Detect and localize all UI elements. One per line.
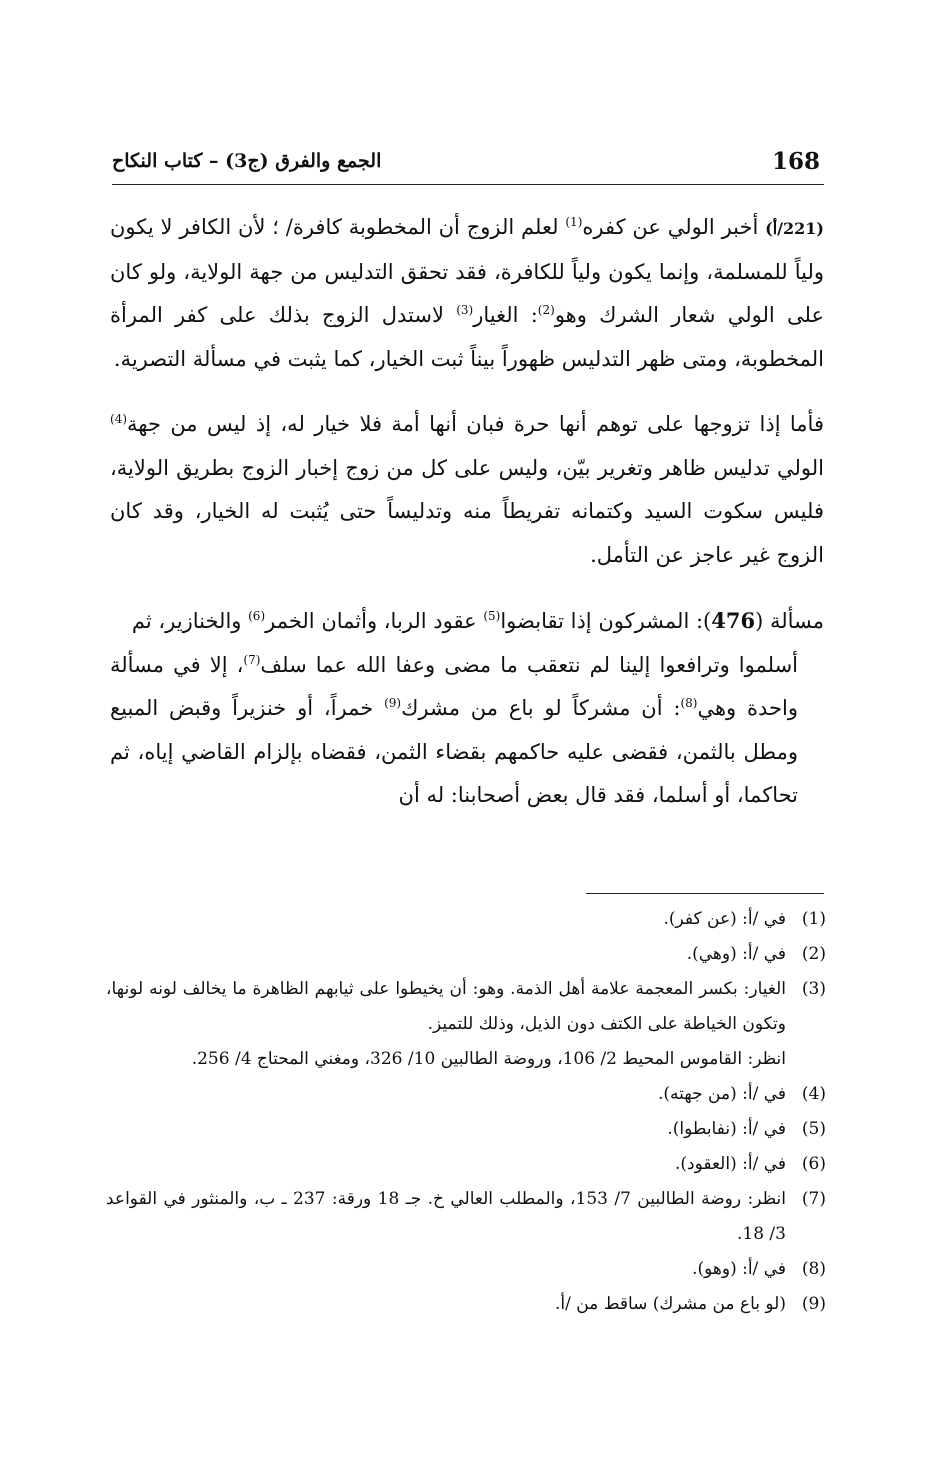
footnote-5 — [106, 1112, 828, 1147]
footnote-ref-1[interactable]: (1) — [565, 215, 583, 229]
footnote-number: (3) — [801, 979, 826, 999]
main-text — [110, 206, 824, 818]
footnote-text — [106, 972, 786, 1077]
footnote-text: في /أ: (نفابطوا). — [667, 1119, 786, 1139]
paragraph-2 — [110, 403, 824, 577]
text-run: ، إلا في مسألة واحدة وهي — [110, 652, 798, 720]
text-run: خمراً، أو خنزيراً وقبض المبيع ومطل بالثمن، فقضى عليه حاكمهم بقضاء الثمن، فقضاه بإلزام القاضي إياه، ثم تحاكما، أو أسلما، فقد قال بعض أصحابنا: له أن — [110, 696, 798, 807]
footnote-number: (5) — [801, 1119, 826, 1139]
footnote-3 — [106, 972, 828, 1077]
footnote-number: (6) — [801, 1154, 826, 1174]
text-run: أسلموا وترافعوا إلينا لم نتعقب ما مضى وعفا الله عما سلف — [260, 652, 798, 677]
footnote-text: في /أ: (عن كفر). — [663, 909, 786, 929]
footnote-ref-3[interactable]: (3) — [456, 303, 474, 317]
text-run: : الغيار — [473, 303, 538, 327]
footnote-1 — [106, 902, 828, 937]
text-run: والخنازير، ثم — [131, 609, 249, 633]
footnote-6 — [106, 1147, 828, 1182]
footnote-text: في /أ: (من جهته). — [658, 1084, 786, 1104]
footnote-number: (9) — [801, 1294, 826, 1314]
footnotes — [106, 902, 828, 1322]
footnote-9 — [106, 1287, 828, 1322]
text-run: لعلم الزوج أن المخطوبة كافرة/ ؛ لأن الكافر لا يكون ولياً للمسلمة، وإنما يكون ولياً للكافرة، فقد تحقق التدليس من جهة الولاية، ولو كان على الولي شعار الشرك وهو — [110, 215, 824, 327]
folio-marker: (221/أ) — [765, 219, 824, 238]
footnote-ref-5[interactable]: (5) — [483, 609, 501, 623]
text-run: الولي تدليس ظاهر وتغرير بيّن، وليس على كل من زوج إخبار الزوج بطريق الولاية، فليس سكوت السيد وكتمانه تفريطاً منه وتدليساً حتى يُثبت له الخيار، وقد كان الزوج غير عاجز عن التأمل. — [110, 455, 824, 567]
text-run: عقود الربا، وأثمان الخمر — [265, 609, 484, 633]
footnote-ref-9[interactable]: (9) — [384, 696, 402, 710]
paragraph-1 — [110, 206, 824, 381]
problem-number: 476 — [711, 608, 756, 633]
running-title: الجمع والفرق (ج3) – كتاب النكاح — [112, 150, 382, 172]
footnote-4 — [106, 1077, 828, 1112]
footnote-definition: الغيار: بكسر المعجمة علامة أهل الذمة. وهو: أن يخيطوا على ثيابهم الظاهرة ما يخالف لونه لونها، وتكون الخياطة على الكتف دون الذيل، وذلك للتميز. — [106, 979, 786, 1034]
footnote-7 — [106, 1182, 828, 1252]
footnote-ref-2[interactable]: (2) — [537, 303, 555, 317]
text-run: أخبر الولي عن كفره — [582, 215, 759, 239]
paragraph-3-continuation — [110, 644, 824, 818]
footnote-number: (2) — [801, 944, 826, 964]
footnote-ref-4[interactable]: (4) — [110, 412, 128, 426]
footnote-text: في /أ: (وهي). — [686, 944, 786, 964]
footnote-8 — [106, 1252, 828, 1287]
footnote-reference: انظر: القاموس المحيط 2/ 106، وروضة الطالبين 10/ 326، ومغني المحتاج 4/ 256. — [191, 1049, 786, 1069]
footnote-number: (4) — [801, 1084, 826, 1104]
text-run: لاستدل الزوج بذلك على كفر المرأة المخطوبة، ومتى ظهر التدليس ظهوراً بيناً ثبت الخيار، كما يثبت في مسألة التصرية. — [110, 303, 824, 371]
text-run: : المشركون إذا تقابضوا — [500, 609, 704, 633]
text-run: : أن مشركاً لو باع من مشرك — [401, 696, 681, 720]
footnote-ref-8[interactable]: (8) — [680, 696, 698, 710]
text-run: فأما إذا تزوجها على توهم أنها حرة فبان أنها أمة فلا خيار له، إذ ليس من جهة — [127, 412, 824, 436]
footnote-number: (1) — [801, 909, 826, 929]
footnote-text: انظر: روضة الطالبين 7/ 153، والمطلب العالي خ. جـ 18 ورقة: 237 ـ ب، والمنثور في القواعد 3/ 18. — [106, 1189, 786, 1244]
footnote-text: (لو باع من مشرك) ساقط من /أ. — [554, 1294, 786, 1314]
footnote-separator — [586, 893, 824, 894]
footnote-number: (7) — [801, 1189, 826, 1209]
footnote-2 — [106, 937, 828, 972]
footnote-ref-7[interactable]: (7) — [243, 652, 261, 667]
page-header — [112, 140, 824, 185]
page-number: 168 — [771, 148, 820, 175]
problem-label: مسألة (476) — [703, 608, 824, 633]
footnote-text: في /أ: (العقود). — [674, 1154, 786, 1174]
footnote-number: (8) — [801, 1259, 826, 1279]
footnote-ref-6[interactable]: (6) — [248, 609, 266, 623]
footnote-text: في /أ: (وهو). — [692, 1259, 786, 1279]
paragraph-3 — [110, 599, 824, 818]
